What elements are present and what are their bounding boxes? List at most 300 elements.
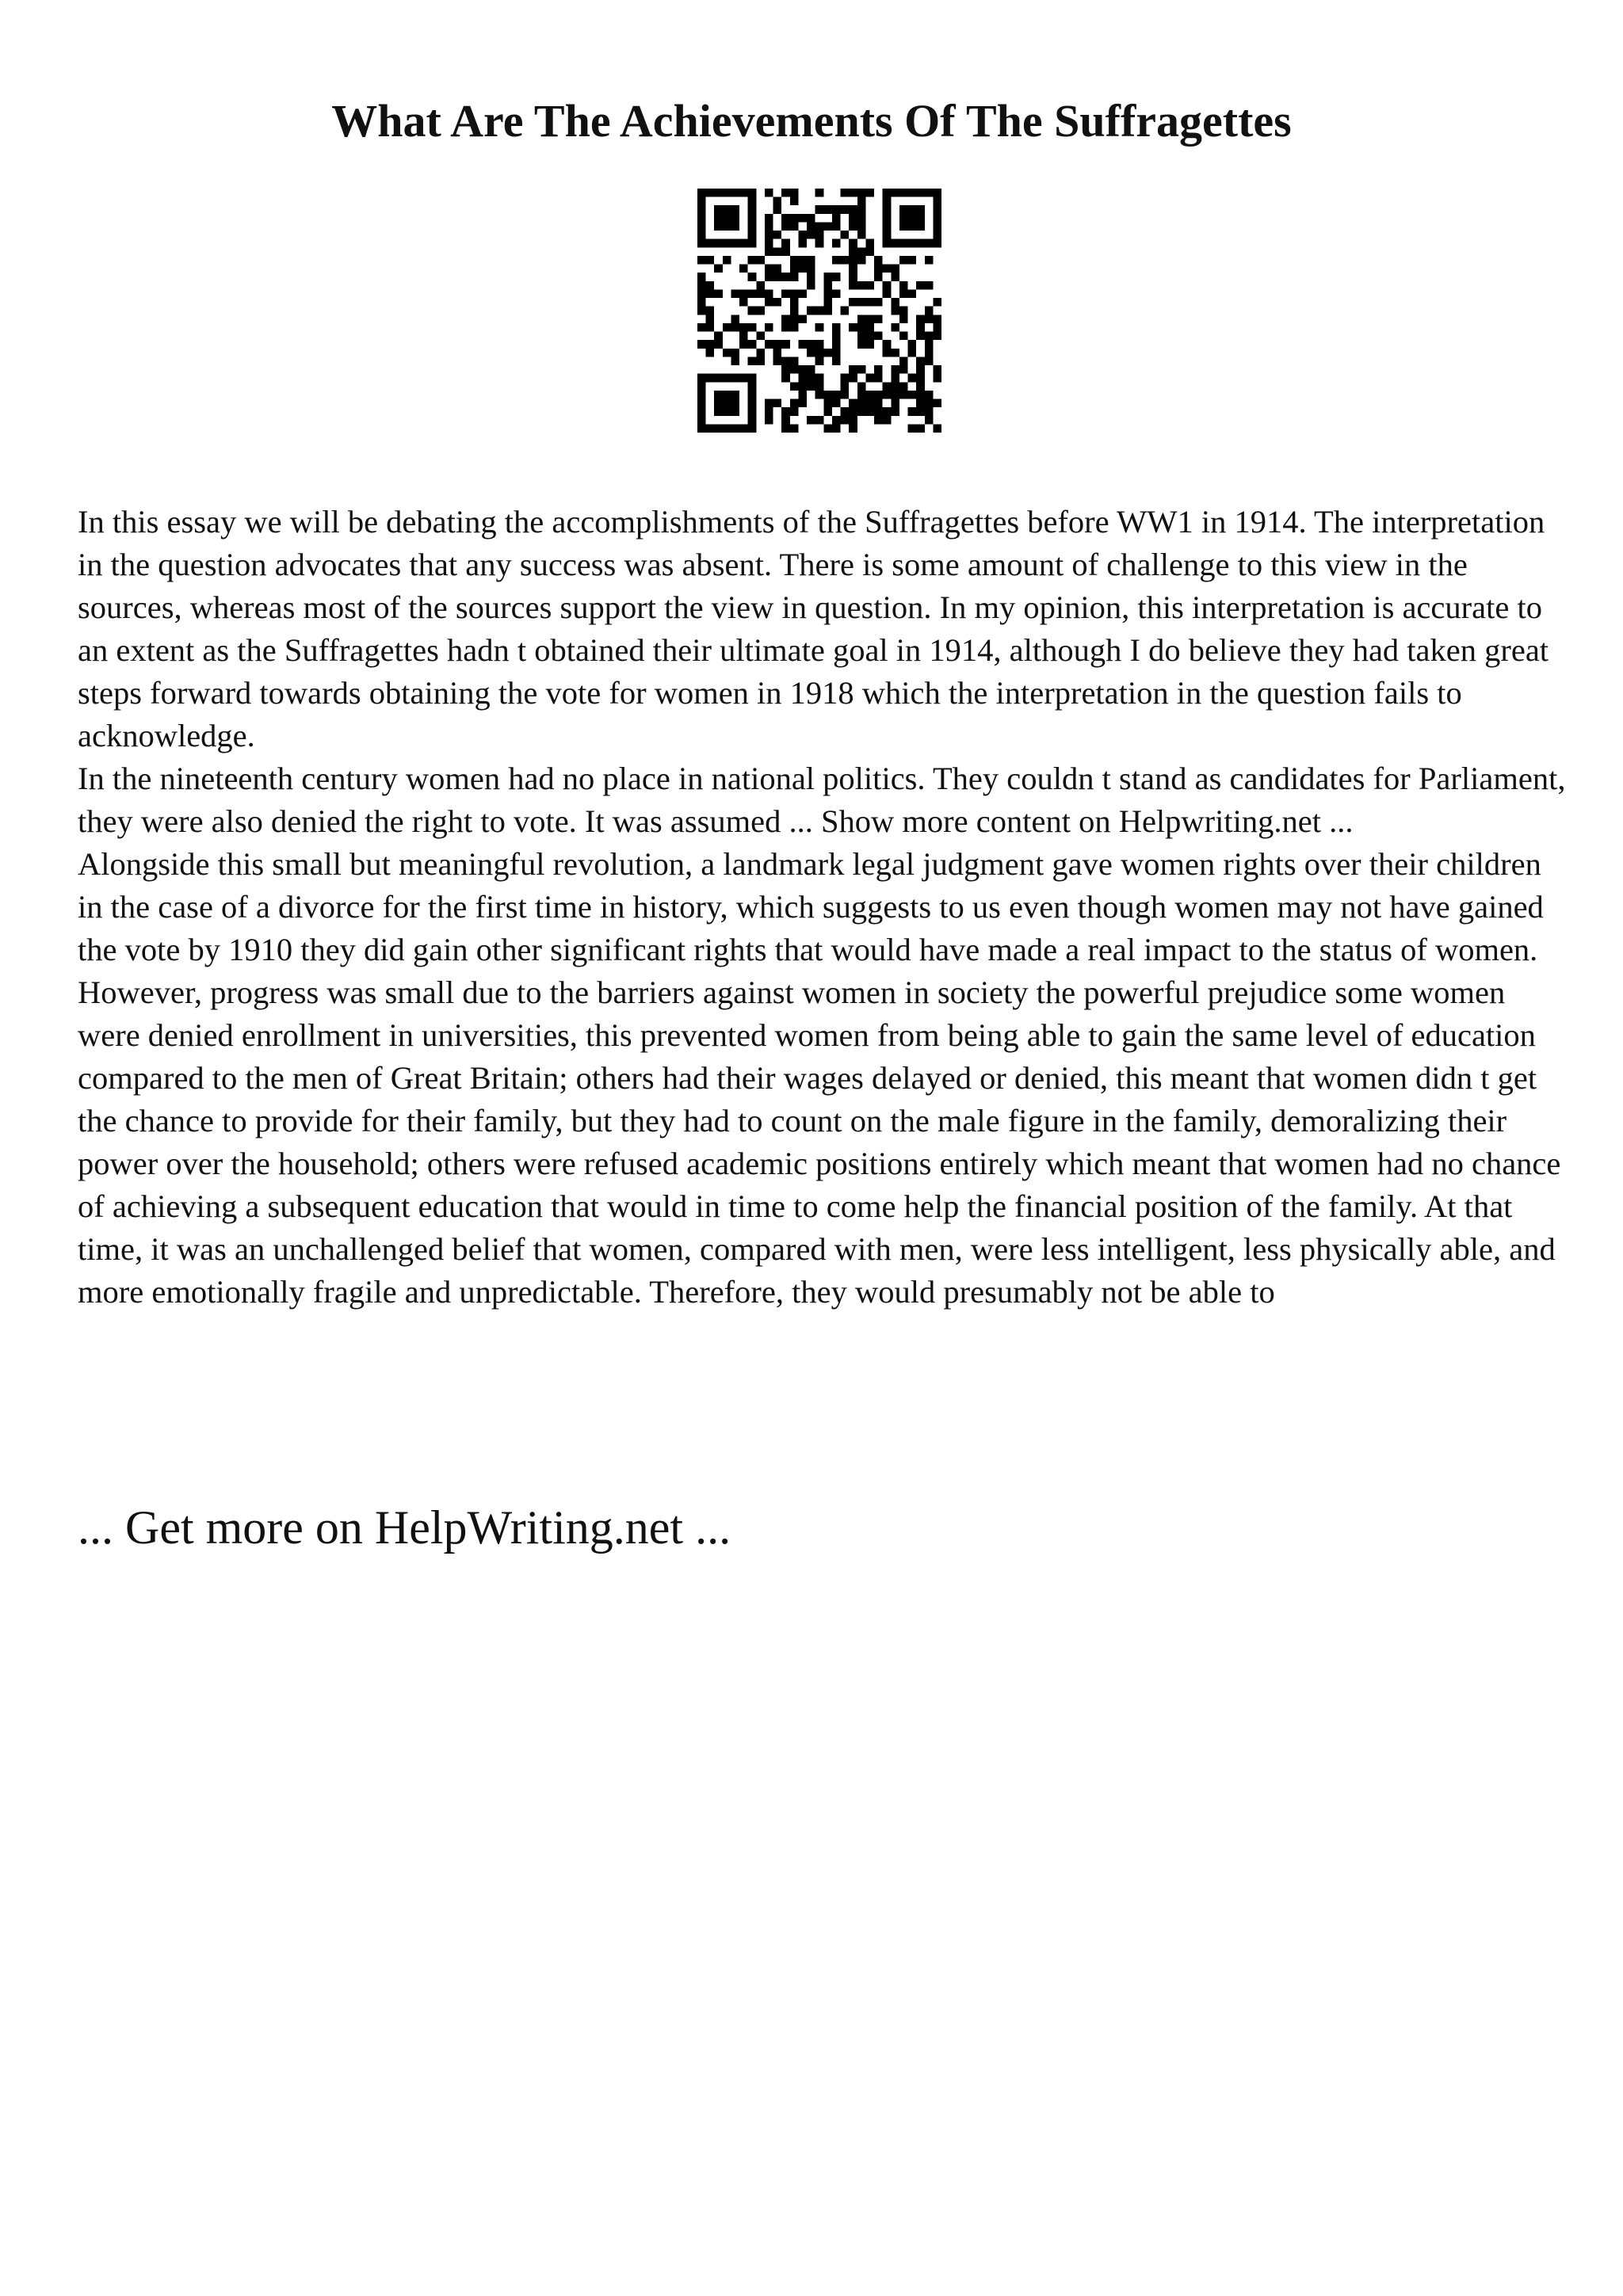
qr-module bbox=[697, 307, 706, 315]
qr-module bbox=[916, 315, 925, 323]
qr-module bbox=[781, 365, 790, 374]
qr-module bbox=[748, 222, 757, 231]
qr-module bbox=[832, 323, 841, 332]
qr-module bbox=[916, 407, 925, 416]
qr-module bbox=[874, 374, 883, 383]
paragraph-context: In the nineteenth century women had no place in national politics. They couldn t stand as candidates for Parliament, they were also denied the right to vote. It was assumed ... Show more content on Helpwriting.net ... bbox=[78, 761, 1566, 839]
qr-module bbox=[798, 256, 807, 265]
qr-module bbox=[748, 416, 757, 425]
qr-module bbox=[748, 340, 757, 349]
get-more-link[interactable]: ... Get more on HelpWriting.net ... bbox=[78, 1501, 731, 1554]
qr-module bbox=[841, 391, 850, 399]
qr-module bbox=[765, 289, 773, 298]
qr-module bbox=[874, 256, 883, 265]
qr-module bbox=[739, 323, 748, 332]
qr-module bbox=[765, 239, 773, 248]
qr-module bbox=[832, 332, 841, 341]
qr-module bbox=[697, 289, 706, 298]
qr-module bbox=[916, 391, 925, 399]
qr-module bbox=[714, 205, 723, 214]
qr-module bbox=[773, 273, 782, 281]
qr-module bbox=[798, 391, 807, 399]
qr-module bbox=[781, 214, 790, 223]
qr-module bbox=[773, 349, 782, 357]
qr-module bbox=[933, 239, 941, 248]
qr-module bbox=[765, 323, 773, 332]
qr-module bbox=[714, 424, 723, 433]
qr-module bbox=[899, 222, 908, 231]
qr-module bbox=[865, 391, 874, 399]
qr-module bbox=[781, 189, 790, 197]
qr-module bbox=[857, 189, 866, 197]
qr-module bbox=[706, 289, 715, 298]
qr-module bbox=[714, 265, 723, 273]
qr-module bbox=[781, 424, 790, 433]
qr-module bbox=[773, 357, 782, 365]
qr-module bbox=[706, 307, 715, 315]
qr-module bbox=[714, 340, 723, 349]
qr-module bbox=[933, 298, 941, 307]
qr-module bbox=[916, 205, 925, 214]
qr-module bbox=[832, 399, 841, 408]
qr-module bbox=[739, 340, 748, 349]
qr-module bbox=[849, 424, 857, 433]
qr-module bbox=[849, 323, 857, 332]
qr-module bbox=[857, 323, 866, 332]
qr-module bbox=[748, 399, 757, 408]
qr-module bbox=[908, 256, 917, 265]
qr-module bbox=[807, 273, 815, 281]
qr-module bbox=[899, 307, 908, 315]
qr-module bbox=[773, 340, 782, 349]
qr-module bbox=[807, 265, 815, 273]
qr-module bbox=[916, 222, 925, 231]
qr-module bbox=[857, 399, 866, 408]
qr-module bbox=[832, 424, 841, 433]
qr-module bbox=[815, 391, 824, 399]
qr-code-icon[interactable] bbox=[697, 189, 941, 433]
qr-module bbox=[891, 307, 899, 315]
qr-module bbox=[865, 407, 874, 416]
qr-module bbox=[731, 349, 739, 357]
qr-module bbox=[798, 239, 807, 248]
qr-module bbox=[908, 239, 917, 248]
qr-module bbox=[916, 281, 925, 290]
qr-module bbox=[916, 399, 925, 408]
qr-module bbox=[832, 205, 841, 214]
qr-module bbox=[815, 323, 824, 332]
qr-module bbox=[798, 382, 807, 391]
qr-module bbox=[790, 298, 799, 307]
qr-module bbox=[857, 298, 866, 307]
qr-module bbox=[815, 357, 824, 365]
qr-module bbox=[748, 273, 757, 281]
qr-module bbox=[925, 332, 934, 341]
qr-module bbox=[748, 239, 757, 248]
qr-module bbox=[823, 391, 832, 399]
qr-module bbox=[874, 332, 883, 341]
qr-module bbox=[790, 323, 799, 332]
qr-module bbox=[773, 205, 782, 214]
qr-module bbox=[781, 416, 790, 425]
qr-module bbox=[883, 239, 892, 248]
qr-module bbox=[739, 289, 748, 298]
qr-module bbox=[807, 374, 815, 383]
qr-module bbox=[874, 273, 883, 281]
qr-module bbox=[857, 197, 866, 206]
qr-module bbox=[773, 197, 782, 206]
qr-module bbox=[891, 323, 899, 332]
qr-module bbox=[756, 281, 765, 290]
qr-module bbox=[857, 256, 866, 265]
qr-module bbox=[765, 399, 773, 408]
qr-module bbox=[697, 340, 706, 349]
qr-module bbox=[933, 214, 941, 223]
qr-module bbox=[714, 399, 723, 408]
qr-module bbox=[697, 399, 706, 408]
qr-module bbox=[883, 416, 892, 425]
qr-module bbox=[697, 197, 706, 206]
qr-module bbox=[933, 189, 941, 197]
qr-module bbox=[765, 189, 773, 197]
qr-module bbox=[841, 374, 850, 383]
qr-module bbox=[916, 424, 925, 433]
qr-module bbox=[807, 281, 815, 290]
qr-module bbox=[815, 222, 824, 231]
qr-module bbox=[807, 231, 815, 239]
qr-module bbox=[908, 189, 917, 197]
qr-module bbox=[790, 214, 799, 223]
qr-module bbox=[832, 340, 841, 349]
qr-module bbox=[874, 365, 883, 374]
qr-module bbox=[857, 222, 866, 231]
qr-module bbox=[874, 265, 883, 273]
qr-module bbox=[723, 323, 731, 332]
qr-module bbox=[731, 315, 739, 323]
qr-module bbox=[841, 407, 850, 416]
qr-module bbox=[916, 357, 925, 365]
qr-module bbox=[933, 399, 941, 408]
qr-module bbox=[748, 407, 757, 416]
qr-module bbox=[731, 407, 739, 416]
qr-module bbox=[841, 256, 850, 265]
qr-module bbox=[823, 289, 832, 298]
qr-module bbox=[857, 391, 866, 399]
qr-module bbox=[798, 315, 807, 323]
qr-module bbox=[916, 374, 925, 383]
qr-module bbox=[765, 222, 773, 231]
qr-module bbox=[798, 265, 807, 273]
qr-module bbox=[823, 298, 832, 307]
qr-module bbox=[832, 289, 841, 298]
qr-module bbox=[731, 289, 739, 298]
qr-module bbox=[807, 416, 815, 425]
qr-module bbox=[739, 239, 748, 248]
qr-module bbox=[773, 247, 782, 256]
qr-module bbox=[883, 205, 892, 214]
qr-module bbox=[865, 247, 874, 256]
qr-module bbox=[891, 239, 899, 248]
qr-module bbox=[857, 332, 866, 341]
qr-module bbox=[823, 281, 832, 290]
qr-module bbox=[781, 222, 790, 231]
qr-module bbox=[723, 374, 731, 383]
qr-module bbox=[790, 222, 799, 231]
qr-module bbox=[823, 349, 832, 357]
qr-module bbox=[790, 315, 799, 323]
qr-module bbox=[849, 256, 857, 265]
qr-module bbox=[790, 189, 799, 197]
qr-module bbox=[781, 357, 790, 365]
qr-module bbox=[781, 374, 790, 383]
qr-module bbox=[899, 256, 908, 265]
qr-module bbox=[883, 214, 892, 223]
qr-module bbox=[925, 189, 934, 197]
qr-module bbox=[756, 256, 765, 265]
qr-module bbox=[706, 256, 715, 265]
qr-module bbox=[765, 214, 773, 223]
qr-module bbox=[756, 357, 765, 365]
qr-module bbox=[899, 289, 908, 298]
qr-module bbox=[756, 289, 765, 298]
qr-module bbox=[849, 273, 857, 281]
qr-module bbox=[832, 357, 841, 365]
qr-module bbox=[756, 307, 765, 315]
qr-module bbox=[908, 222, 917, 231]
qr-module bbox=[739, 332, 748, 341]
qr-module bbox=[748, 382, 757, 391]
qr-module bbox=[849, 365, 857, 374]
qr-module bbox=[731, 323, 739, 332]
document-title: What Are The Achievements Of The Suffragettes bbox=[331, 95, 1292, 147]
qr-module bbox=[697, 281, 706, 290]
qr-module bbox=[807, 349, 815, 357]
qr-module bbox=[832, 349, 841, 357]
qr-module bbox=[899, 205, 908, 214]
paragraph-intro: In this essay we will be debating the accomplishments of the Suffragettes before WW1 in 1914. The interpretation in the question advocates that any success was absent. There is some amount of challenge to this view in the sources, whereas most of the sources support the view in question. In my opinion, this interpretation is accurate to an extent as the Suffragettes hadn t obtained their ultimate goal in 1914, although I do believe they had taken great steps forward towards obtaining the vote for women in 1918 which the interpretation in the question fails to acknowledge. bbox=[78, 504, 1549, 753]
qr-module bbox=[916, 189, 925, 197]
qr-module bbox=[798, 399, 807, 408]
qr-module bbox=[908, 349, 917, 357]
qr-module bbox=[823, 273, 832, 281]
qr-module bbox=[874, 298, 883, 307]
qr-module bbox=[925, 281, 934, 290]
qr-module bbox=[748, 214, 757, 223]
qr-module bbox=[891, 349, 899, 357]
qr-module bbox=[697, 391, 706, 399]
qr-module bbox=[865, 340, 874, 349]
qr-module bbox=[849, 298, 857, 307]
qr-module bbox=[706, 189, 715, 197]
qr-module bbox=[773, 265, 782, 273]
qr-module bbox=[891, 298, 899, 307]
qr-module bbox=[706, 349, 715, 357]
qr-module bbox=[925, 407, 934, 416]
qr-module bbox=[891, 265, 899, 273]
qr-module bbox=[857, 407, 866, 416]
qr-module bbox=[748, 289, 757, 298]
qr-module bbox=[849, 281, 857, 290]
qr-module bbox=[815, 374, 824, 383]
qr-module bbox=[865, 323, 874, 332]
qr-module bbox=[908, 340, 917, 349]
qr-module bbox=[697, 374, 706, 383]
qr-module bbox=[832, 256, 841, 265]
qr-module bbox=[832, 416, 841, 425]
qr-module bbox=[823, 205, 832, 214]
qr-module bbox=[908, 407, 917, 416]
qr-module bbox=[849, 374, 857, 383]
qr-module bbox=[908, 214, 917, 223]
qr-module bbox=[925, 391, 934, 399]
qr-module bbox=[925, 349, 934, 357]
qr-module bbox=[739, 374, 748, 383]
qr-module bbox=[765, 340, 773, 349]
qr-module bbox=[748, 197, 757, 206]
qr-module bbox=[697, 222, 706, 231]
qr-module bbox=[925, 256, 934, 265]
qr-module bbox=[815, 340, 824, 349]
qr-module bbox=[883, 349, 892, 357]
qr-module bbox=[857, 205, 866, 214]
qr-module bbox=[723, 391, 731, 399]
qr-module bbox=[697, 231, 706, 239]
qr-module bbox=[731, 399, 739, 408]
qr-module bbox=[714, 374, 723, 383]
qr-module bbox=[781, 273, 790, 281]
qr-module bbox=[706, 340, 715, 349]
qr-module bbox=[798, 231, 807, 239]
qr-module bbox=[832, 222, 841, 231]
qr-module bbox=[832, 391, 841, 399]
qr-module bbox=[899, 281, 908, 290]
qr-module bbox=[706, 315, 715, 323]
qr-module bbox=[899, 391, 908, 399]
qr-module bbox=[781, 315, 790, 323]
qr-module bbox=[891, 189, 899, 197]
qr-module bbox=[849, 407, 857, 416]
qr-module bbox=[933, 332, 941, 341]
qr-module bbox=[908, 374, 917, 383]
qr-module bbox=[697, 382, 706, 391]
qr-module bbox=[823, 222, 832, 231]
qr-module bbox=[857, 382, 866, 391]
qr-module bbox=[731, 189, 739, 197]
qr-module bbox=[714, 214, 723, 223]
qr-module bbox=[748, 189, 757, 197]
qr-module bbox=[765, 231, 773, 239]
qr-module bbox=[790, 365, 799, 374]
qr-module bbox=[697, 189, 706, 197]
qr-module bbox=[832, 214, 841, 223]
qr-module bbox=[883, 382, 892, 391]
qr-module bbox=[731, 222, 739, 231]
qr-module bbox=[891, 391, 899, 399]
qr-module bbox=[823, 407, 832, 416]
qr-module bbox=[865, 374, 874, 383]
qr-module bbox=[883, 289, 892, 298]
qr-module bbox=[841, 189, 850, 197]
qr-module bbox=[706, 374, 715, 383]
qr-module bbox=[790, 273, 799, 281]
qr-module bbox=[723, 349, 731, 357]
qr-module bbox=[798, 214, 807, 223]
qr-module bbox=[765, 298, 773, 307]
qr-module bbox=[841, 231, 850, 239]
qr-module bbox=[857, 231, 866, 239]
qr-module bbox=[916, 382, 925, 391]
qr-module bbox=[849, 265, 857, 273]
qr-module bbox=[807, 256, 815, 265]
qr-module bbox=[748, 307, 757, 315]
qr-module bbox=[723, 205, 731, 214]
qr-module bbox=[706, 323, 715, 332]
qr-module bbox=[731, 214, 739, 223]
qr-module bbox=[714, 189, 723, 197]
qr-module bbox=[891, 382, 899, 391]
qr-module bbox=[865, 315, 874, 323]
qr-module bbox=[739, 298, 748, 307]
qr-module bbox=[925, 357, 934, 365]
qr-module bbox=[714, 407, 723, 416]
qr-module bbox=[697, 273, 706, 281]
qr-module bbox=[933, 197, 941, 206]
qr-module bbox=[697, 416, 706, 425]
qr-module bbox=[841, 382, 850, 391]
qr-module bbox=[706, 239, 715, 248]
qr-module bbox=[781, 323, 790, 332]
qr-module bbox=[883, 340, 892, 349]
qr-module bbox=[748, 357, 757, 365]
qr-module bbox=[739, 424, 748, 433]
qr-module bbox=[815, 189, 824, 197]
qr-module bbox=[849, 247, 857, 256]
qr-module bbox=[916, 239, 925, 248]
qr-module bbox=[714, 222, 723, 231]
qr-module bbox=[723, 239, 731, 248]
qr-module bbox=[933, 315, 941, 323]
qr-module bbox=[815, 349, 824, 357]
qr-module bbox=[765, 247, 773, 256]
qr-module bbox=[933, 205, 941, 214]
qr-module bbox=[883, 391, 892, 399]
qr-module bbox=[857, 315, 866, 323]
qr-module bbox=[756, 349, 765, 357]
qr-module bbox=[823, 307, 832, 315]
qr-module bbox=[748, 391, 757, 399]
qr-module bbox=[883, 189, 892, 197]
qr-module bbox=[714, 332, 723, 341]
qr-module bbox=[933, 374, 941, 383]
qr-module bbox=[916, 323, 925, 332]
qr-module bbox=[865, 239, 874, 248]
qr-module bbox=[697, 407, 706, 416]
qr-module bbox=[807, 307, 815, 315]
qr-module bbox=[823, 399, 832, 408]
qr-module bbox=[723, 189, 731, 197]
qr-module bbox=[899, 214, 908, 223]
qr-module bbox=[815, 239, 824, 248]
qr-module bbox=[781, 407, 790, 416]
qr-module bbox=[899, 365, 908, 374]
qr-module bbox=[739, 265, 748, 273]
qr-module bbox=[899, 382, 908, 391]
qr-module bbox=[790, 424, 799, 433]
qr-module bbox=[765, 265, 773, 273]
qr-module bbox=[849, 222, 857, 231]
qr-module bbox=[697, 256, 706, 265]
qr-module bbox=[849, 239, 857, 248]
